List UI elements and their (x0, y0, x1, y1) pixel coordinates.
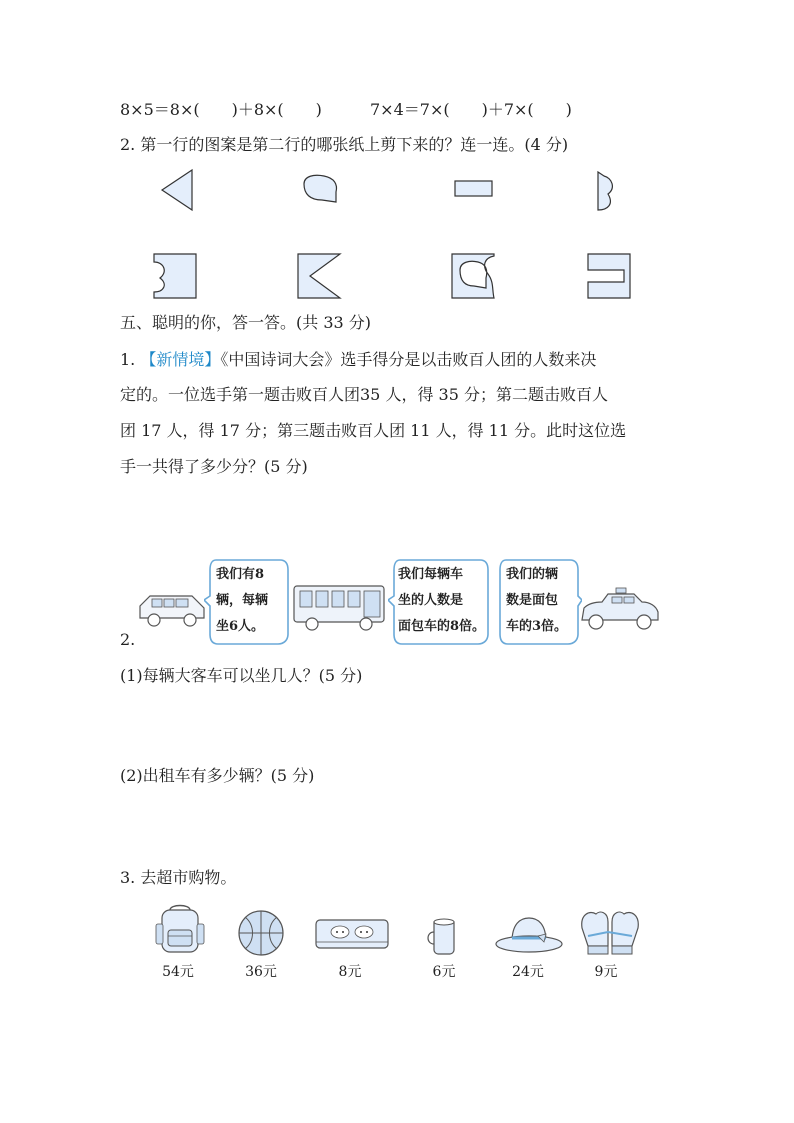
problem-1-line-1 (120, 350, 596, 370)
problem-1-line-2: 定的。一位选手第一题击败百人团35 人，得 35 分；第二题击败百人 (120, 385, 608, 404)
minivan-icon (136, 590, 208, 630)
bubble-1-line-2: 辆，每辆 (216, 593, 269, 608)
price-hat: 24元 (512, 964, 544, 980)
rectangle-shape-icon (454, 180, 494, 198)
problem-2-sub-2: (2)出租车有多少辆？(5 分) (120, 766, 315, 785)
speech-bubble-taxi (496, 556, 582, 648)
taxi-icon (578, 586, 662, 632)
bubble-3-line-3: 车的3倍。 (506, 619, 568, 634)
problem-2-number: 2. (120, 630, 136, 649)
gloves-icon (576, 906, 644, 958)
speech-bubble-minivan (204, 556, 290, 648)
speech-blob-shape-icon (300, 172, 340, 206)
cup-icon (424, 916, 464, 956)
problem-1-line-3: 团 17 人，得 17 分；第三题击败百人团 11 人，得 11 分。此时这位选 (120, 421, 627, 440)
price-cup: 6元 (432, 964, 456, 980)
triangle-shape-icon (160, 168, 194, 212)
price-backpack: 54元 (162, 964, 194, 980)
problem-1-number: 1. (120, 350, 141, 369)
backpack-icon (154, 900, 206, 956)
speech-bubble-bus (388, 556, 490, 648)
bubble-2-line-2: 坐的人数是 (398, 593, 464, 608)
section-5-title: 五、聪明的你，答一答。(共 33 分) (120, 313, 372, 332)
question-2-text: 2. 第一行的图案是第二行的哪张纸上剪下来的？连一连。(4 分) (120, 135, 569, 154)
b-shape-icon (594, 170, 622, 212)
problem-3-title: 3. 去超市购物。 (120, 868, 237, 887)
problem-1-text-a: 《中国诗词大会》选手得分是以击败百人团的人数来决 (220, 350, 597, 369)
hat-icon (494, 914, 564, 956)
paper-blob-cut-shape-icon (448, 252, 498, 300)
problem-2-sub-1: (1)每辆大客车可以坐几人？(5 分) (120, 666, 363, 685)
bubble-3-line-2: 数是面包 (506, 593, 559, 608)
problem-1-line-4: 手一共得了多少分？(5 分) (120, 457, 308, 476)
new-context-tag: 【新情境】 (140, 350, 221, 369)
equation-line-right: 7×4＝7×( )＋7×( ) (370, 100, 572, 119)
pencil-case-icon (314, 916, 390, 952)
bubble-3-line-1: 我们的辆 (506, 567, 559, 582)
price-gloves: 9元 (594, 964, 618, 980)
paper-notch-shape-icon (150, 252, 200, 300)
paper-rect-cut-shape-icon (584, 252, 634, 300)
price-basketball: 36元 (245, 964, 277, 980)
bubble-1-line-1: 我们有8 (216, 567, 265, 582)
equation-line-left: 8×5＝8×( )＋8×( ) (120, 100, 322, 119)
bubble-2-line-1: 我们每辆车 (398, 567, 464, 582)
bus-icon (292, 582, 388, 632)
bubble-1-line-3: 坐6人。 (216, 619, 265, 634)
paper-triangle-cut-shape-icon (294, 252, 344, 300)
bubble-2-line-3: 面包车的8倍。 (398, 619, 486, 634)
basketball-icon (237, 909, 285, 957)
price-pencil-case: 8元 (338, 964, 362, 980)
